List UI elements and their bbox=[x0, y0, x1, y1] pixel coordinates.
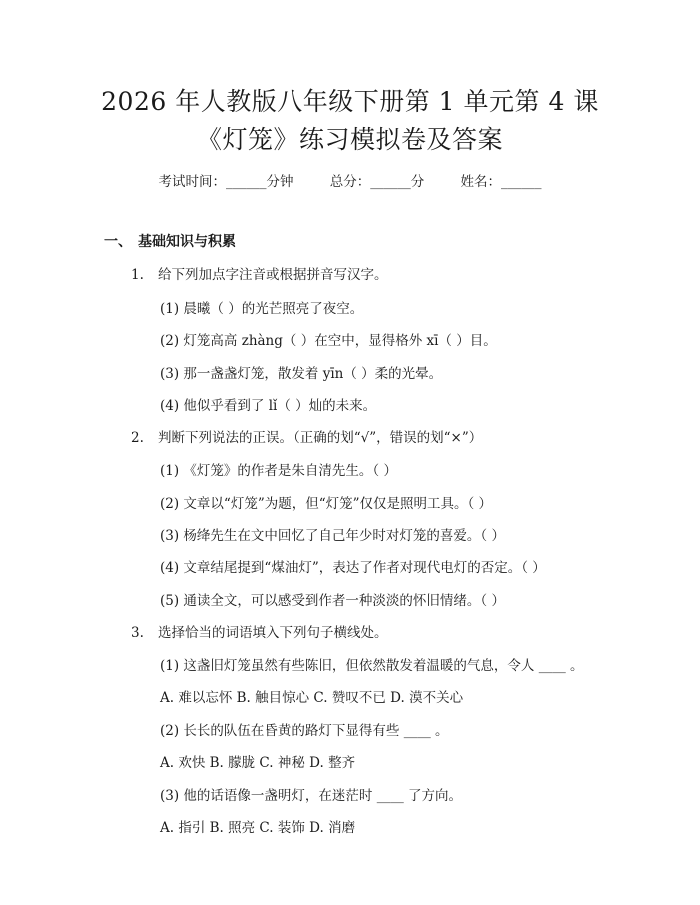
section-title: 基础知识与积累 bbox=[138, 234, 236, 250]
exam-score: 总分：______分 bbox=[329, 174, 425, 190]
exam-info bbox=[0, 170, 700, 190]
q3-item-2: (2) 长长的队伍在昏黄的路灯下显得有些 ____ 。 bbox=[160, 723, 449, 739]
exam-time: 考试时间：______分钟 bbox=[158, 174, 294, 190]
q1-item-1: (1) 晨曦（ ）的光芒照亮了夜空。 bbox=[160, 301, 364, 317]
question-2 bbox=[131, 426, 482, 446]
q2-item-5: (5) 通读全文，可以感受到作者一种淡淡的怀旧情绪。（ ） bbox=[160, 593, 505, 609]
doc-title-line2: 《灯笼》练习模拟卷及答案 bbox=[196, 125, 503, 154]
question-number: 2. bbox=[131, 430, 144, 446]
question-text: 判断下列说法的正误。（正确的划“√”，错误的划“×”） bbox=[158, 430, 483, 446]
q1-item-2: (2) 灯笼高高 zhàng（ ）在空中，显得格外 xī（ ）目。 bbox=[160, 333, 497, 349]
question-text: 选择恰当的词语填入下列句子横线处。 bbox=[158, 625, 388, 641]
section-number: 一、 bbox=[104, 234, 132, 250]
q3-options-1: A. 难以忘怀 B. 触目惊心 C. 赞叹不已 D. 漠不关心 bbox=[160, 690, 464, 706]
q3-item-1: (1) 这盏旧灯笼虽然有些陈旧，但依然散发着温暖的气息，令人 ____ 。 bbox=[160, 658, 584, 674]
question-3 bbox=[131, 621, 388, 641]
q1-item-3: (3) 那一盏盏灯笼，散发着 yīn（ ）柔的光晕。 bbox=[160, 366, 443, 382]
q2-item-1: (1) 《灯笼》的作者是朱自清先生。（ ） bbox=[160, 463, 397, 479]
q1-item-4: (4) 他似乎看到了 lǐ（ ）灿的未来。 bbox=[160, 398, 377, 414]
section-heading bbox=[104, 231, 236, 251]
question-1 bbox=[131, 263, 388, 283]
q2-item-2: (2) 文章以“灯笼”为题，但“灯笼”仅仅是照明工具。（ ） bbox=[160, 496, 493, 512]
question-text: 给下列加点字注音或根据拼音写汉字。 bbox=[158, 267, 388, 283]
q2-item-4: (4) 文章结尾提到“煤油灯”，表达了作者对现代电灯的否定。（ ） bbox=[160, 560, 546, 576]
exam-name: 姓名：______ bbox=[460, 174, 542, 190]
q3-options-2: A. 欢快 B. 朦胧 C. 神秘 D. 整齐 bbox=[160, 755, 356, 771]
q3-item-3: (3) 他的话语像一盏明灯，在迷茫时 ____ 了方向。 bbox=[160, 788, 462, 804]
doc-title-line1: 2026 年人教版八年级下册第 1 单元第 4 课 bbox=[101, 87, 599, 116]
question-number: 3. bbox=[131, 625, 144, 641]
question-number: 1. bbox=[131, 267, 144, 283]
q3-options-3: A. 指引 B. 照亮 C. 装饰 D. 消磨 bbox=[160, 820, 356, 836]
q2-item-3: (3) 杨绛先生在文中回忆了自己年少时对灯笼的喜爱。（ ） bbox=[160, 528, 505, 544]
